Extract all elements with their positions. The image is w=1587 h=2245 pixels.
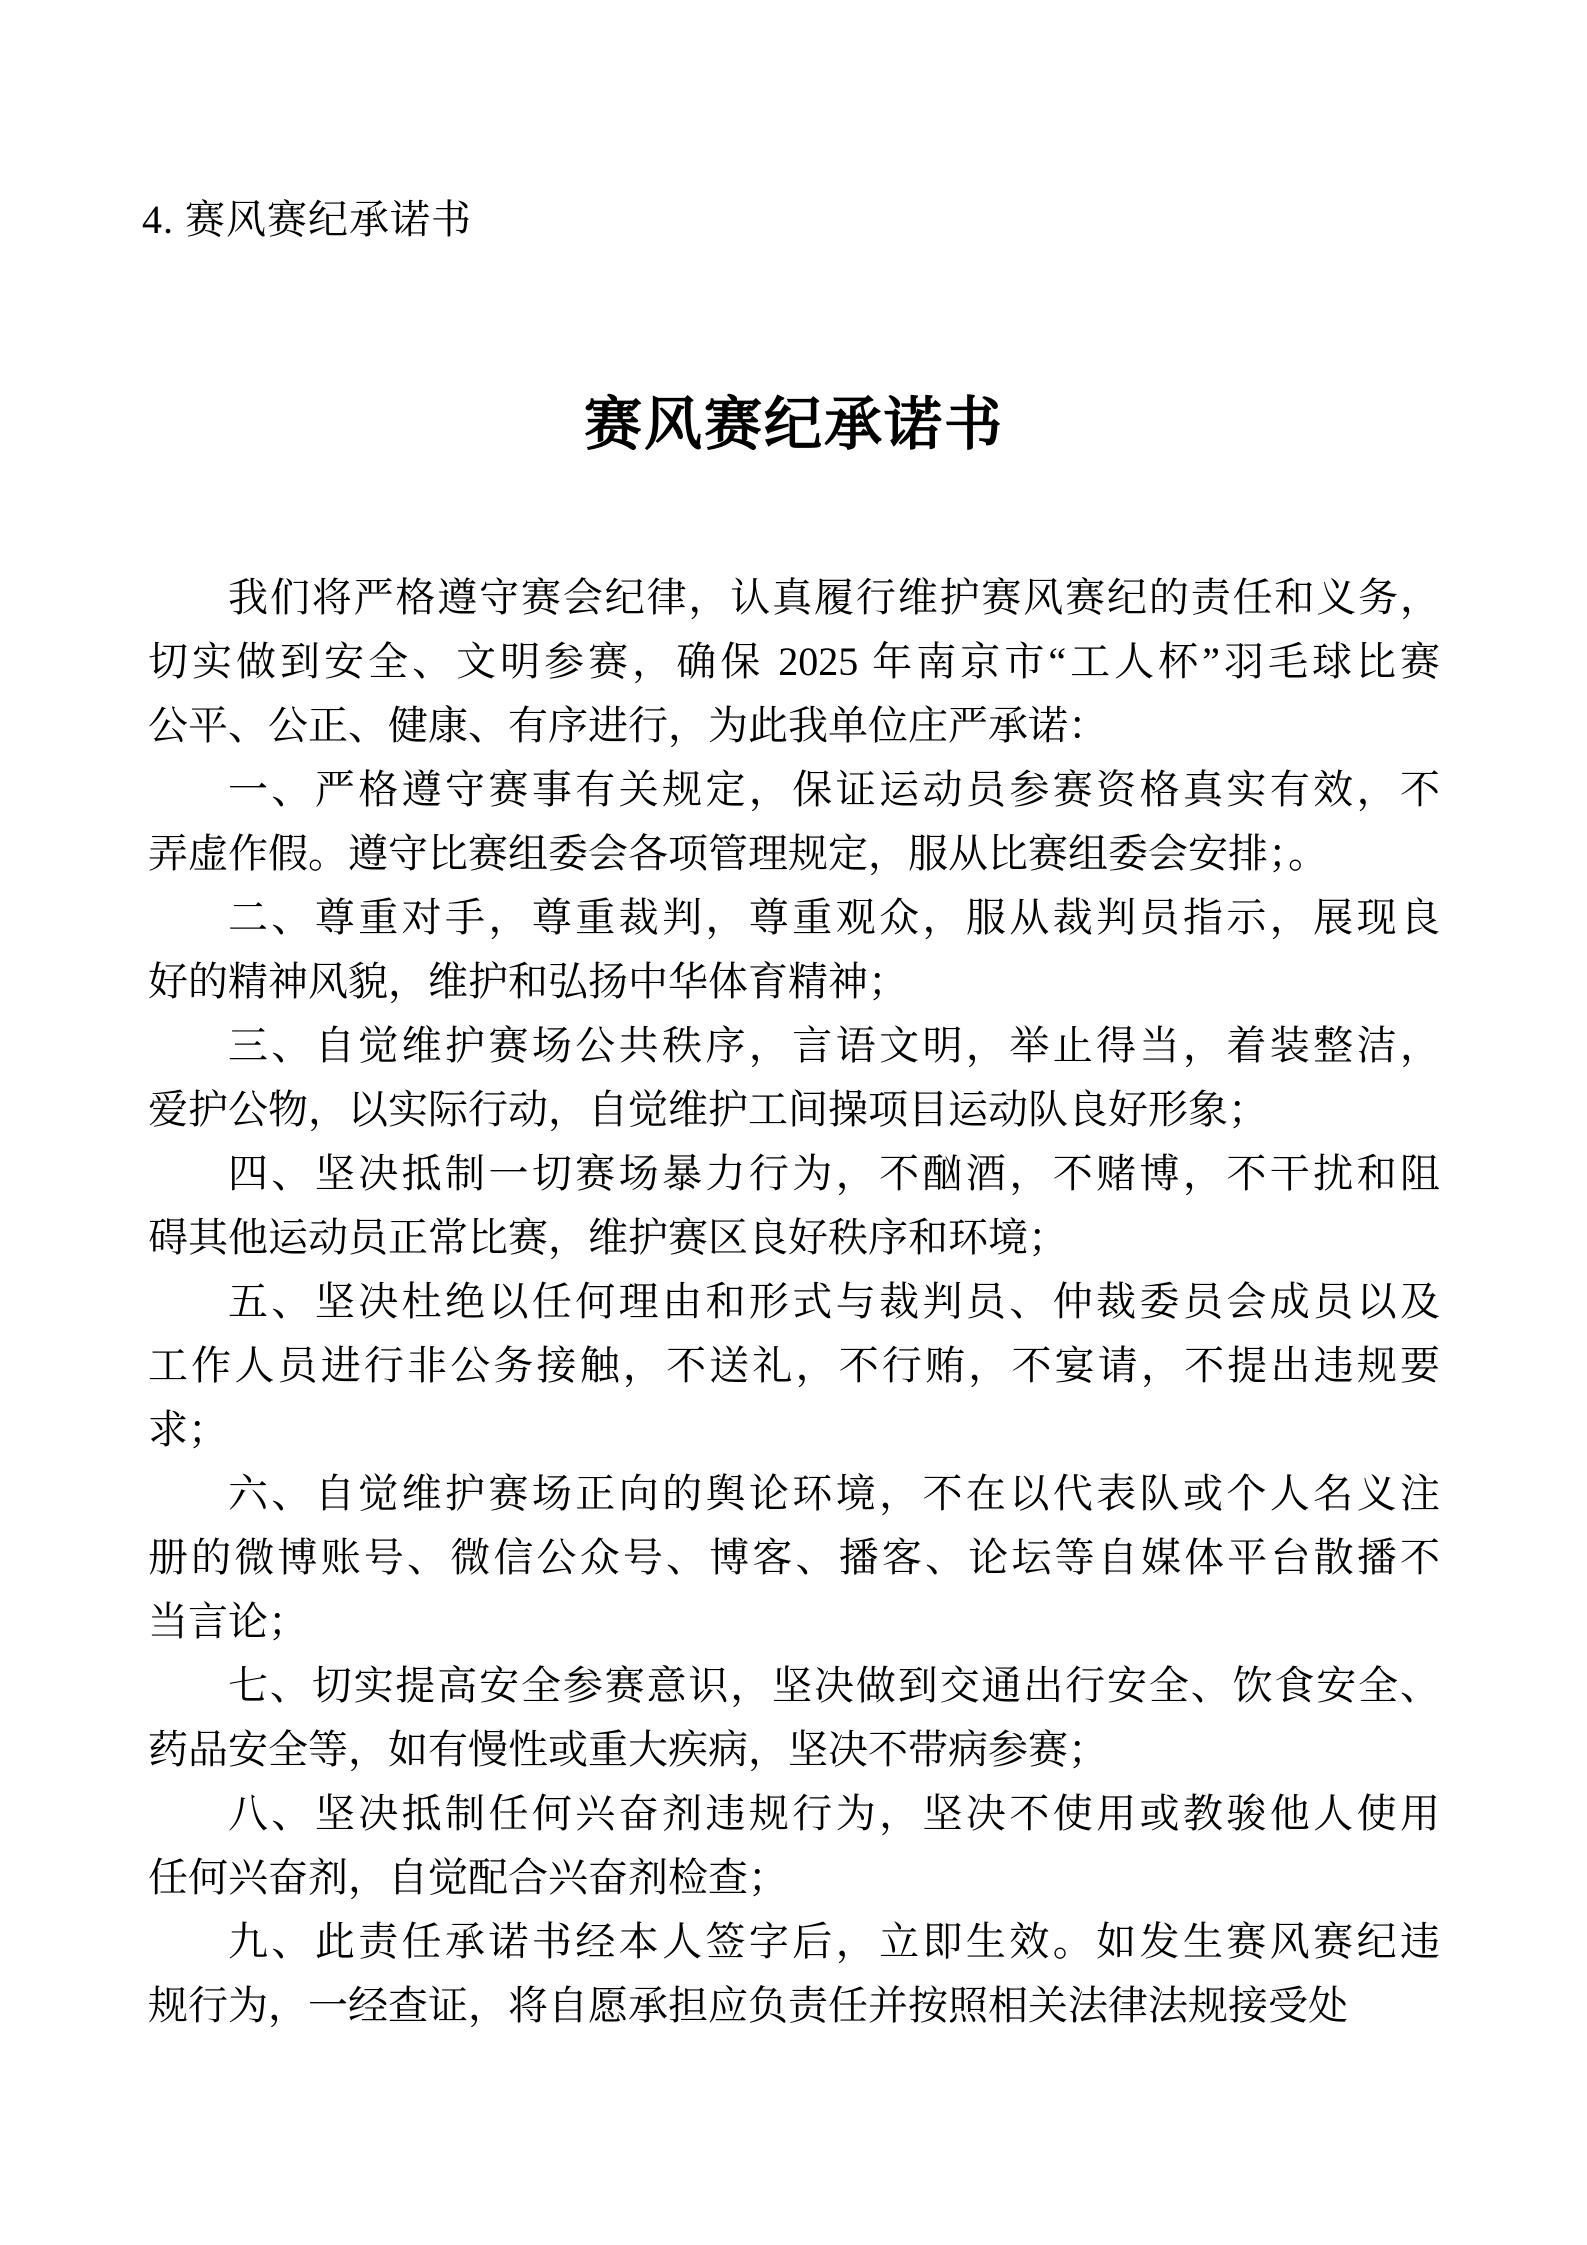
text-line: 七、切实提高安全参赛意识，坚决做到交通出行安全、饮食安全、 xyxy=(228,1663,1440,1708)
text-line: 我们将严格遵守赛会纪律，认真履行维护赛风赛纪的责任和义务， xyxy=(228,575,1440,620)
text-line: 五、坚决杜绝以任何理由和形式与裁判员、仲裁委员会成员以及 xyxy=(228,1279,1440,1324)
text-line: 册的微博账号、微信公众号、博客、播客、论坛等自媒体平台散播不 xyxy=(148,1535,1440,1580)
text-line: 碍其他运动员正常比赛，维护赛区良好秩序和环境； xyxy=(148,1215,1068,1260)
text-line: 求； xyxy=(148,1407,228,1452)
text-line: 三、自觉维护赛场公共秩序，言语文明，举止得当，着装整洁， xyxy=(228,1023,1440,1068)
text-line: 二、尊重对手，尊重裁判，尊重观众，服从裁判员指示，展现良 xyxy=(228,895,1440,940)
text-line: 规行为，一经查证，将自愿承担应负责任并按照相关法律法规接受处 xyxy=(148,1983,1348,2028)
text-line: 当言论； xyxy=(148,1599,308,1644)
text-line: 九、此责任承诺书经本人签字后，立即生效。如发生赛风赛纪违 xyxy=(228,1919,1440,1964)
document-header-label: 4. 赛风赛纪承诺书 xyxy=(142,197,472,242)
text-line: 工作人员进行非公务接触，不送礼，不行贿，不宴请，不提出违规要 xyxy=(148,1343,1440,1388)
text-line: 六、自觉维护赛场正向的舆论环境，不在以代表队或个人名义注 xyxy=(228,1471,1440,1516)
text-line: 药品安全等，如有慢性或重大疾病，坚决不带病参赛； xyxy=(148,1727,1108,1772)
document-body xyxy=(148,566,1440,2038)
text-line: 四、坚决抵制一切赛场暴力行为，不酗酒，不赌博，不干扰和阻 xyxy=(228,1151,1440,1196)
text-line: 切实做到安全、文明参赛，确保 2025 年南京市“工人杯”羽毛球比赛 xyxy=(148,639,1440,684)
text-line: 任何兴奋剂，自觉配合兴奋剂检查； xyxy=(148,1855,788,1900)
text-line: 爱护公物，以实际行动，自觉维护工间操项目运动队良好形象； xyxy=(148,1087,1268,1132)
text-line: 好的精神风貌，维护和弘扬中华体育精神； xyxy=(148,959,908,1004)
text-line: 公平、公正、健康、有序进行，为此我单位庄严承诺： xyxy=(148,703,1108,748)
text-line: 一、严格遵守赛事有关规定，保证运动员参赛资格真实有效，不 xyxy=(228,767,1440,812)
text-line: 八、坚决抵制任何兴奋剂违规行为，坚决不使用或教骏他人使用 xyxy=(228,1791,1440,1836)
text-line: 弄虚作假。遵守比赛组委会各项管理规定，服从比赛组委会安排；。 xyxy=(148,831,1328,876)
document-title: 赛风赛纪承诺书 xyxy=(583,392,1004,457)
